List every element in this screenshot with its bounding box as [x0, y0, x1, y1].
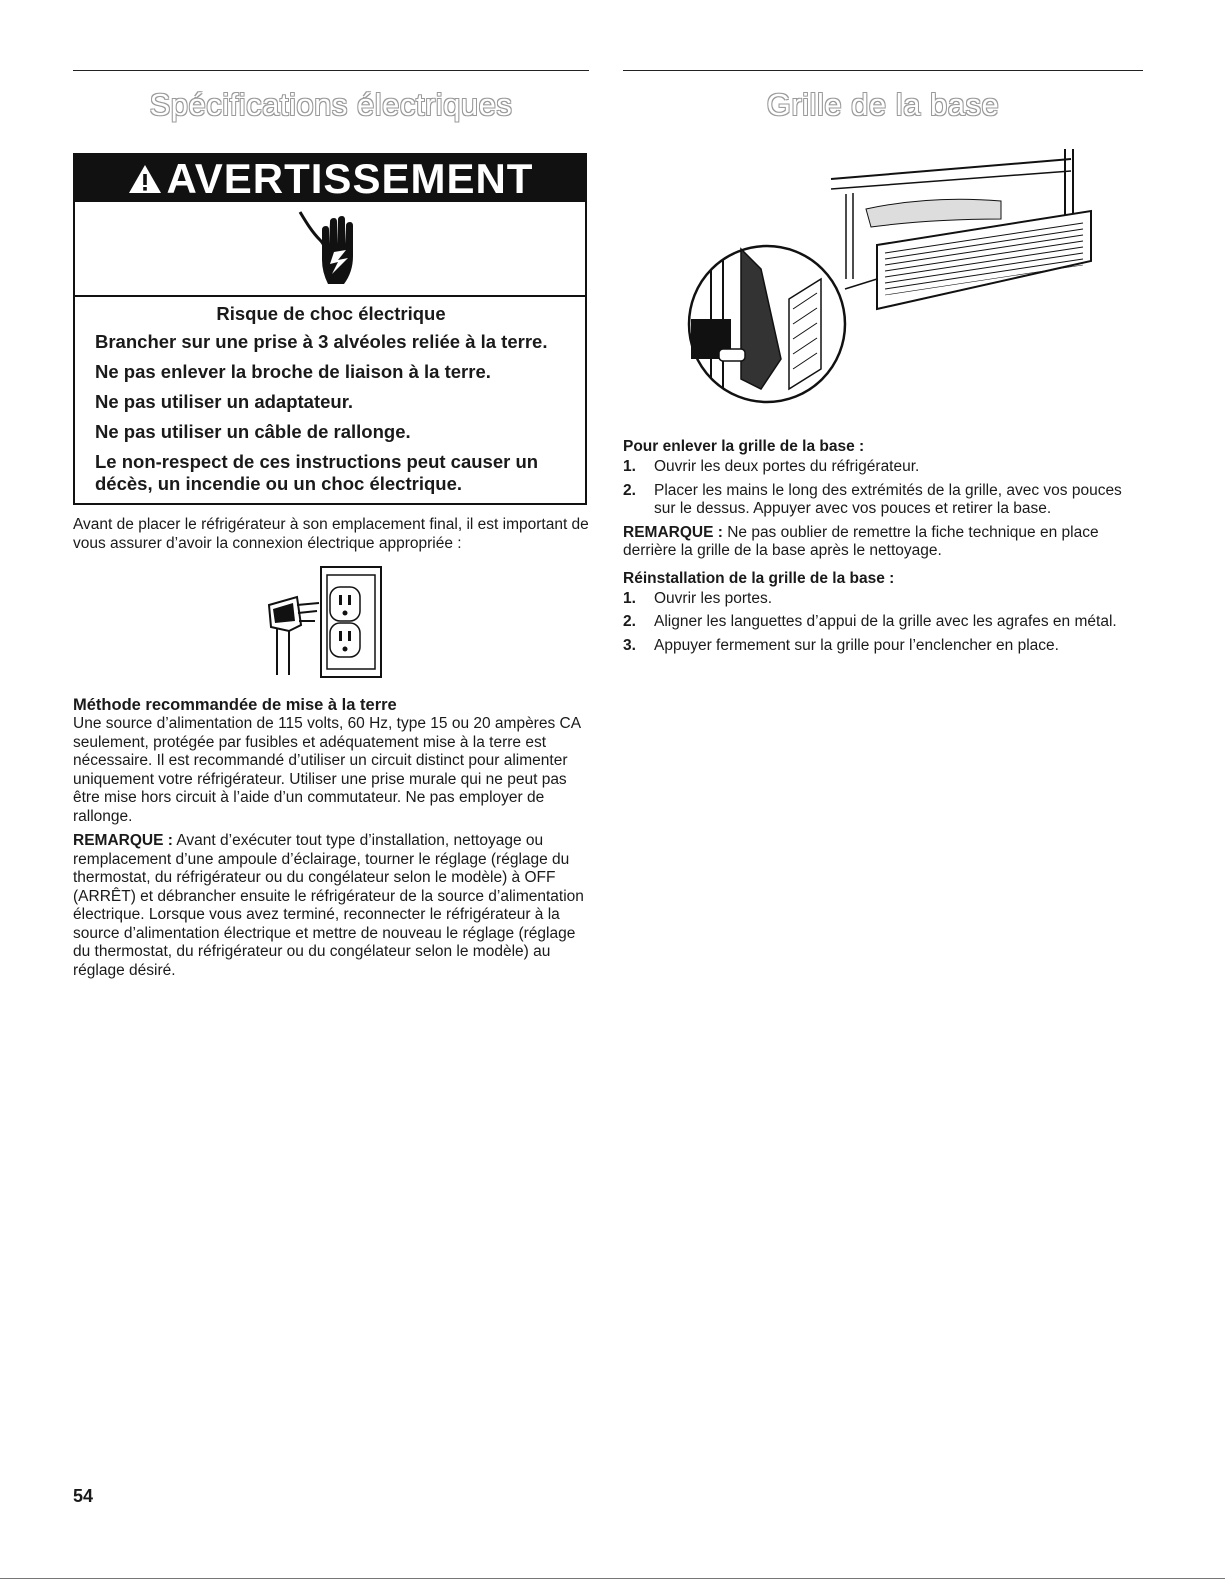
base-grille-illustration	[623, 149, 1143, 429]
remove-steps	[623, 458, 1143, 519]
plug-outlet-illustration	[73, 565, 589, 687]
reinstall-heading: Réinstallation de la grille de la base :	[623, 569, 895, 587]
bottom-rule	[0, 1578, 1225, 1579]
list-item	[623, 590, 1143, 609]
list-item	[623, 637, 1143, 656]
remove-heading: Pour enlever la grille de la base :	[623, 438, 865, 455]
step-text: Ouvrir les deux portes du réfrigérateur.	[654, 458, 920, 475]
page-number: 54	[73, 1486, 94, 1506]
warning-line: Ne pas utiliser un adaptateur.	[95, 391, 354, 412]
warning-line: Brancher sur une prise à 3 alvéoles reliée à la terre.	[95, 331, 548, 352]
warning-box	[73, 153, 587, 505]
shock-hazard-illustration	[75, 202, 585, 297]
step-text: Placer les mains le long des extrémités de la grille, avec vos pouces sur le dessus. Appuyer avec vos pouces et retirer la base.	[654, 481, 1122, 517]
reinstall-steps	[623, 590, 1143, 656]
list-item	[623, 482, 1143, 519]
base-grille-removal-icon	[671, 149, 1111, 429]
note-label: REMARQUE :	[73, 832, 173, 849]
warning-header-label: AVERTISSEMENT	[166, 155, 534, 202]
left-column	[73, 70, 589, 980]
note-label: REMARQUE :	[623, 523, 723, 541]
subheading-grounding: Méthode recommandée de mise à la terre	[73, 696, 397, 714]
step-number: 1.	[623, 458, 636, 475]
warning-risk: Risque de choc électrique	[216, 303, 446, 324]
step-number: 1.	[623, 589, 636, 607]
electric-shock-hand-icon	[298, 210, 368, 290]
note-text: Avant d’exécuter tout type d’installation, nettoyage ou remplacement d’une ampoule d’éclairage, tourner le réglage (réglage du thermostat, du réfrigérateur ou du congélateur selon le modèle) à OFF (ARRÊT) et débrancher ensuite le réfrigérateur de la source d’alimentation électrique. Lorsque vous avez terminé, reconnecter le réfrigérateur à la source d’alimentation électrique et mettre de nouveau le réglage (réglage du thermostat, du réfrigérateur ou du congélateur selon le modèle) au réglage désiré.	[73, 832, 584, 979]
grounded-plug-outlet-icon	[259, 565, 399, 687]
top-rule-left	[73, 70, 589, 71]
warning-text	[75, 297, 585, 503]
warning-line: Ne pas utiliser un câble de rallonge.	[95, 421, 411, 442]
step-text: Appuyer fermement sur la grille pour l’enclencher en place.	[654, 636, 1059, 654]
warning-header	[75, 155, 585, 202]
step-text: Ouvrir les portes.	[654, 589, 773, 607]
top-rule-right	[623, 70, 1143, 71]
section-title-base-grille: Grille de la base	[766, 87, 1000, 122]
note-paragraph	[73, 832, 589, 980]
intro-paragraph: Avant de placer le réfrigérateur à son emplacement final, il est important de vous assurer d’avoir la connexion électrique appropriée :	[73, 516, 589, 552]
right-note-paragraph	[623, 524, 1143, 561]
step-number: 3.	[623, 636, 636, 654]
step-number: 2.	[623, 481, 636, 499]
list-item	[623, 613, 1143, 632]
step-text: Aligner les languettes d’appui de la grille avec les agrafes en métal.	[654, 613, 1117, 630]
grounding-method-paragraph: Une source d’alimentation de 115 volts, 60 Hz, type 15 ou 20 ampères CA seulement, protégée par fusibles et adéquatement mise à la terre est nécessaire. Il est recommandé d’utiliser un circuit distinct pour alimenter uniquement votre réfrigérateur. Utiliser une prise murale qui ne peut pas être mise hors circuit à l’aide d’un commutateur. Ne pas employer de rallonge.	[73, 715, 581, 825]
warning-line: Le non-respect de ces instructions peut causer un décès, un incendie ou un choc électrique.	[95, 451, 539, 494]
section-title-electrical: Spécifications électriques	[149, 87, 513, 122]
step-number: 2.	[623, 613, 636, 630]
warning-triangle-icon	[127, 163, 163, 195]
note-text: Ne pas oublier de remettre la fiche technique en place derrière la grille de la base après le nettoyage.	[623, 523, 1099, 559]
list-item	[623, 458, 1143, 477]
right-column	[623, 70, 1143, 660]
warning-line: Ne pas enlever la broche de liaison à la terre.	[95, 361, 491, 382]
